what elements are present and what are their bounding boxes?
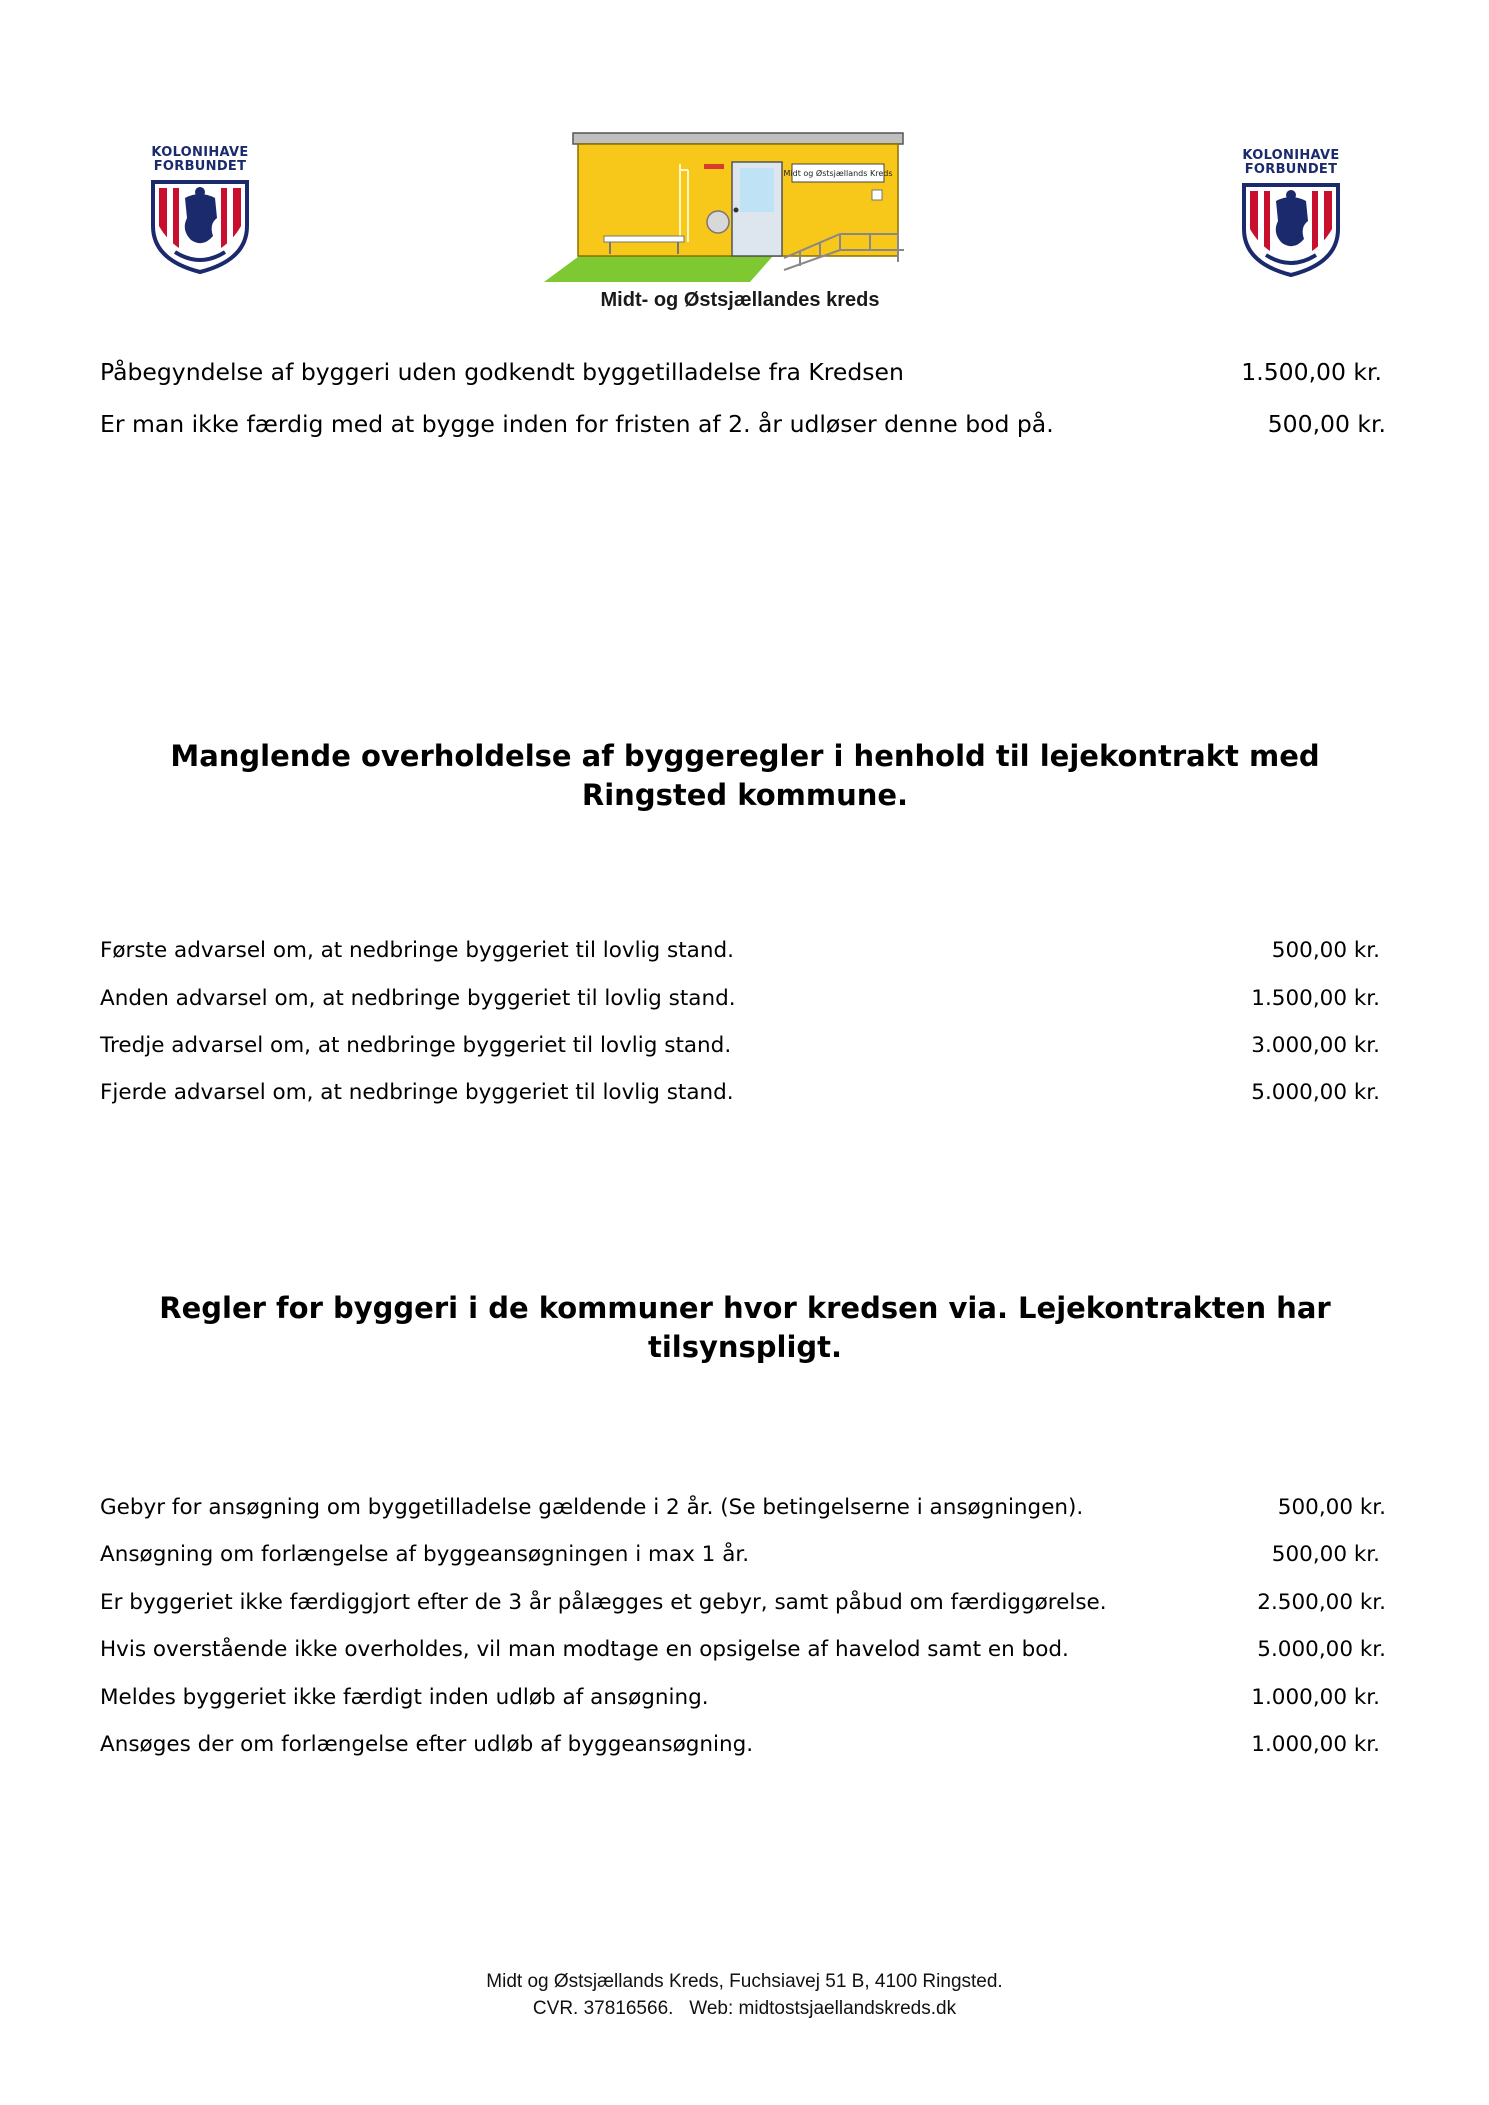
- footer-address: Midt og Østsjællands Kreds, Fuchsiavej 51 B, 4100 Ringsted.: [486, 1971, 1003, 1992]
- kolonihave-logo-right: [1231, 149, 1351, 277]
- garden-house-icon: [540, 130, 940, 290]
- fee-amount: 1.500,00 kr.: [1241, 358, 1382, 386]
- logo-text-line-2: FORBUNDET: [153, 159, 247, 174]
- fee-description: Meldes byggeriet ikke færdigt inden udløb af ansøgning.: [100, 1685, 709, 1710]
- fee-description: Gebyr for ansøgning om byggetilladelse gældende i 2 år. (Se betingelserne i ansøgningen).: [100, 1495, 1084, 1520]
- heading-line-2: Ringsted kommune.: [581, 778, 909, 812]
- page-footer: [300, 1968, 1189, 2022]
- fee-amount: 500,00 kr.: [1271, 938, 1380, 963]
- fee-amount: 500,00 kr.: [1267, 410, 1386, 438]
- fee-amount: 2.500,00 kr.: [1257, 1590, 1386, 1615]
- logo-text-line-1: KOLONIHAVE: [1242, 148, 1340, 163]
- kreds-name: Midt- og Østsjællandes kreds: [600, 289, 880, 311]
- shield-crest-icon: [1236, 181, 1346, 277]
- fee-amount: 500,00 kr.: [1271, 1542, 1380, 1567]
- fee-amount: 5.000,00 kr.: [1257, 1637, 1386, 1662]
- fee-description: Anden advarsel om, at nedbringe byggeriet til lovlig stand.: [100, 986, 736, 1011]
- fee-description: Fjerde advarsel om, at nedbringe byggeriet til lovlig stand.: [100, 1080, 734, 1105]
- house-sign-text: Midt og Østsjællands Kreds: [783, 169, 893, 178]
- heading-line-1: Manglende overholdelse af byggeregler i henhold til lejekontrakt med: [170, 739, 1320, 773]
- fee-amount: 500,00 kr.: [1277, 1495, 1386, 1520]
- shield-crest-icon: [145, 178, 255, 274]
- heading-line-1: Regler for byggeri i de kommuner hvor kredsen via. Lejekontrakten har: [159, 1291, 1331, 1325]
- fee-description: Er byggeriet ikke færdiggjort efter de 3 år pålægges et gebyr, samt påbud om færdiggørelse.: [100, 1590, 1107, 1615]
- fee-description: Første advarsel om, at nedbringe byggeriet til lovlig stand.: [100, 938, 734, 963]
- fee-description: Ansøges der om forlængelse efter udløb af byggeansøgning.: [100, 1732, 754, 1757]
- logo-text-line-2: FORBUNDET: [1244, 162, 1338, 177]
- fee-amount: 1.500,00 kr.: [1251, 986, 1380, 1011]
- fee-description: Er man ikke færdig med at bygge inden for fristen af 2. år udløser denne bod på.: [100, 410, 1054, 438]
- footer-cvr-web: CVR. 37816566. Web: midtostsjaellandskreds.dk: [532, 1998, 957, 2019]
- fee-amount: 3.000,00 kr.: [1251, 1033, 1380, 1058]
- fee-description: Tredje advarsel om, at nedbringe byggeriet til lovlig stand.: [100, 1033, 732, 1058]
- logo-text-line-1: KOLONIHAVE: [151, 145, 249, 160]
- section-heading: [100, 1289, 1390, 1367]
- fee-description: Påbegyndelse af byggeri uden godkendt byggetilladelse fra Kredsen: [100, 358, 904, 386]
- heading-line-2: tilsynspligt.: [647, 1330, 843, 1364]
- fee-amount: 1.000,00 kr.: [1251, 1685, 1380, 1710]
- fee-amount: 1.000,00 kr.: [1251, 1732, 1380, 1757]
- fee-amount: 5.000,00 kr.: [1251, 1080, 1380, 1105]
- section-heading: [100, 737, 1390, 815]
- fee-description: Ansøgning om forlængelse af byggeansøgningen i max 1 år.: [100, 1542, 750, 1567]
- kolonihave-logo-left: [140, 146, 260, 274]
- fee-description: Hvis overstående ikke overholdes, vil man modtage en opsigelse af havelod samt en bod.: [100, 1637, 1069, 1662]
